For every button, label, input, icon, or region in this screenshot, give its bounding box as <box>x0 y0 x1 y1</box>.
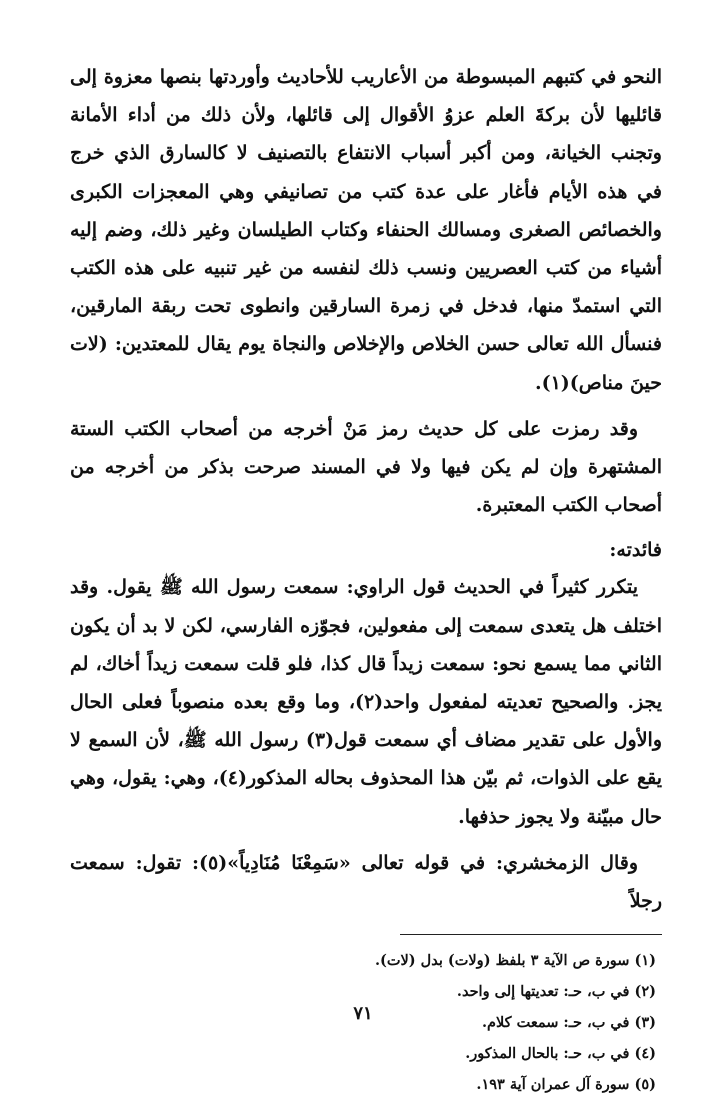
body-paragraph-1: النحو في كتبهم المبسوطة من الأعاريب للأحاديث وأوردتها بنصها معزوة إلى قائليها لأن بركةَ العلم عزوُ الأقوال إلى قائلها، ولأن ذلك من أداء الأمانة وتجنب الخيانة، ومن أكبر أسباب الانتفاع بالتصنيف لا كالسارق الذي خرج في هذه الأيام فأغار على عدة كتب من تصانيفي وهي المعجزات الكبرى والخصائص الصغرى ومسالك الحنفاء وكتاب الطيلسان وغير ذلك، وضم إليه أشياء من كتب العصريين ونسب ذلك لنفسه من غير تنبيه على هذه الكتب التي استمدّ منها، فدخل في زمرة السارقين وانطوى تحت ربقة المارقين، فنسأل الله تعالى حسن الخلاص والإخلاص والنجاة يوم يقال للمعتدين: (لات حينَ مناص)(١). <box>70 66 662 394</box>
footnote-2: (٢) في ب، حـ: تعديتها إلى واحد. <box>456 983 656 1001</box>
footnote-divider <box>400 934 662 935</box>
body-paragraph-4: وقال الزمخشري: في قوله تعالى «سَمِعْنَا مُنَادِياً»(٥): تقول: سمعت رجلاً <box>70 851 662 913</box>
section-heading: فائدته: <box>609 539 662 562</box>
page-content <box>70 58 662 1100</box>
footnote-4: (٤) في ب، حـ: بالحال المذكور. <box>465 1045 656 1063</box>
footnote-1: (١) سورة ص الآية ٣ بلفظ (ولات) بدل (لات). <box>374 952 656 970</box>
page-number: ٧١ <box>353 1003 373 1024</box>
footnote-3: (٣) في ب، حـ: سمعت كلام. <box>481 1014 656 1032</box>
body-paragraph-3: يتكرر كثيراً في الحديث قول الراوي: سمعت رسول الله ﷺ يقول. وقد اختلف هل يتعدى سمعت إلى مفعولين، فجوّزه الفارسي، لكن لا بد أن يكون الثاني مما يسمع نحو: سمعت زيداً قال كذا، فلو قلت سمعت زيداً أخاك، لم يجز. والصحيح تعديته لمفعول واحد(٢)، وما وقع بعده منصوباً فعلى الحال والأول على تقدير مضاف أي سمعت قول(٣) رسول الله ﷺ، لأن السمع لا يقع على الذوات، ثم بيّن هذا المحذوف بحاله المذكور(٤)، وهي: يقول، وهي حال مبيّنة ولا يجوز حذفها. <box>70 576 663 828</box>
footnote-5: (٥) سورة آل عمران آية ١٩٣. <box>476 1076 656 1094</box>
body-paragraph-2: وقد رمزت على كل حديث رمز مَنْ أخرجه من أصحاب الكتب الستة المشتهرة وإن لم يكن فيها ولا في المسند صرحت بذكر من أخرجه من أصحاب الكتب المعتبرة. <box>70 417 662 517</box>
